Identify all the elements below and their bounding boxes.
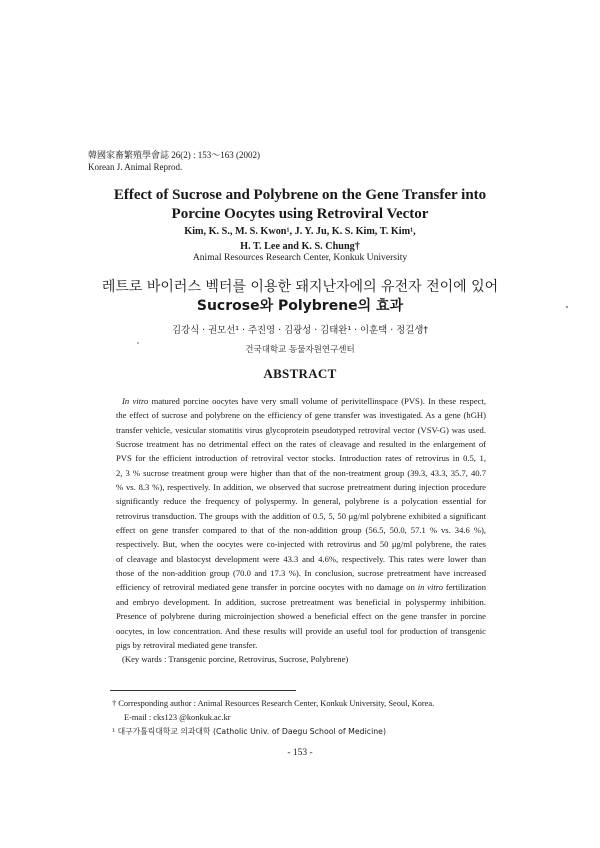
author-line1: Kim, K. S., M. S. Kwon¹, J. Y. Ju, K. S. Kim, T. Kim¹, xyxy=(184,226,416,237)
footnote-email: E-mail : cks123 @konkuk.ac.kr xyxy=(124,713,231,722)
abstract-line: efficiency of retroviral mediated gene transfer in porcine oocytes with no damage on in vitro fertilization xyxy=(116,582,486,593)
author-line2: H. T. Lee and K. S. Chung† xyxy=(240,241,360,252)
abstract-heading: ABSTRACT xyxy=(263,366,337,381)
author-affiliation: Animal Resources Research Center, Konkuk University xyxy=(192,252,408,263)
abstract-line: those of the non-addition group (70.0 and 17.3 %). In conclusion, sucrose pretreatment have increased xyxy=(116,568,486,579)
paper-title-line1: Effect of Sucrose and Polybrene on the Gene Transfer into xyxy=(113,187,487,203)
abstract-line: of cleavage and blastocyst development were 43.3 and 4.6%, respectively. This rates were lower than xyxy=(116,553,486,564)
abstract-line: effect on gene transfer compared to that of the non-addition group (56.5, 50.0, 57.1 % vs. 34.6 %), xyxy=(116,525,486,536)
abstract-line: retrovirus transduction. The groups with the addition of 0.5, 5, 50 μg/ml polybrene exhibited a significant xyxy=(116,510,486,521)
paper-title-line2: Porcine Oocytes using Retroviral Vector xyxy=(171,206,429,222)
keywords: (Key wards : Transgenic porcine, Retrovirus, Sucrose, Polybrene) xyxy=(122,654,349,665)
page-number: - 153 - xyxy=(287,748,313,758)
journal-citation-line2: Korean J. Animal Reprod. xyxy=(88,161,183,172)
author-list xyxy=(60,224,540,254)
abstract-line: PVS for the efficient introduction of retroviral vector stocks. Introduction rates of retrovirus in 0.5, 1, xyxy=(116,453,486,464)
abstract-line: Sucrose treatment has no detrimental effect on the rates of cleavage and resulted in the enlargement of xyxy=(116,439,486,450)
abstract-line: % vs. 8.3 %), respectively. In addition, we observed that sucrose pretreatment during injection procedure xyxy=(116,482,486,493)
abstract-line: In vitro matured porcine oocytes have very small volume of perivitellinspace (PVS). In these respect, xyxy=(122,396,486,406)
abstract-line: the effect of sucrose and polybrene on the efficiency of gene transfer was investigated. As a gene (hGH) xyxy=(116,410,486,421)
korean-affiliation: 건국대학교 동물자원연구센터 xyxy=(245,345,355,355)
abstract-paragraph xyxy=(116,394,486,652)
korean-title-line1: 레트로 바이러스 벡터를 이용한 돼지난자에의 유전자 전이에 있어 xyxy=(101,279,499,295)
korean-title xyxy=(60,278,540,316)
abstract-line: 2, 3 % sucrose treatment group were higher than that of the non-treatment group (39.3, 43.3, 35.7, 40.7 xyxy=(116,467,486,478)
scan-speck xyxy=(566,306,568,308)
abstract-line: transfer vehicle, vesicular stomatitis virus glycoprotein pseudotyped retroviral vector (VSV-G) was used. xyxy=(116,424,486,435)
korean-title-line2: Sucrose와 Polybrene의 효과 xyxy=(196,298,404,314)
abstract-line: pigs by retroviral mediated gene transfer. xyxy=(116,639,258,650)
abstract-line: respectively. But, when the oocytes were co-injected with retrovirus and 50 μg/ml polybrene, the rates xyxy=(116,539,486,550)
korean-author-list: 김강식 · 권모선¹ · 주진영 · 김광성 · 김태완¹ · 이훈택 · 정길생† xyxy=(171,325,429,336)
scan-speck xyxy=(137,342,139,344)
abstract-body xyxy=(116,394,486,667)
footnote-corresponding-author: † Corresponding author : Animal Resources Research Center, Konkuk University, Seoul, Korea. xyxy=(112,699,435,708)
journal-citation-line1: 韓國家畜繁殖學會誌 26(2) : 153～163 (2002) xyxy=(88,150,260,160)
abstract-line: and embryo development. In addition, sucrose pretreatment was beneficial in polyspermy inhibition. xyxy=(116,596,486,607)
paper-title xyxy=(60,186,540,224)
footnote-divider xyxy=(110,690,296,691)
footnote-affiliation: ¹ 대구가톨릭대학교 의과대학 (Catholic Univ. of Daegu School of Medicine) xyxy=(112,727,387,736)
abstract-line: Presence of polybrene during microinjection showed a beneficial effect on the gene transfer in porcine xyxy=(116,611,486,622)
abstract-line: significantly reduce the frequency of polyspermy. In general, polybrene is a polycation essential for xyxy=(116,496,486,507)
journal-citation xyxy=(88,150,260,173)
abstract-line: oocytes, in low concentration. And these results will provide an useful tool for production of transgenic xyxy=(116,625,486,636)
